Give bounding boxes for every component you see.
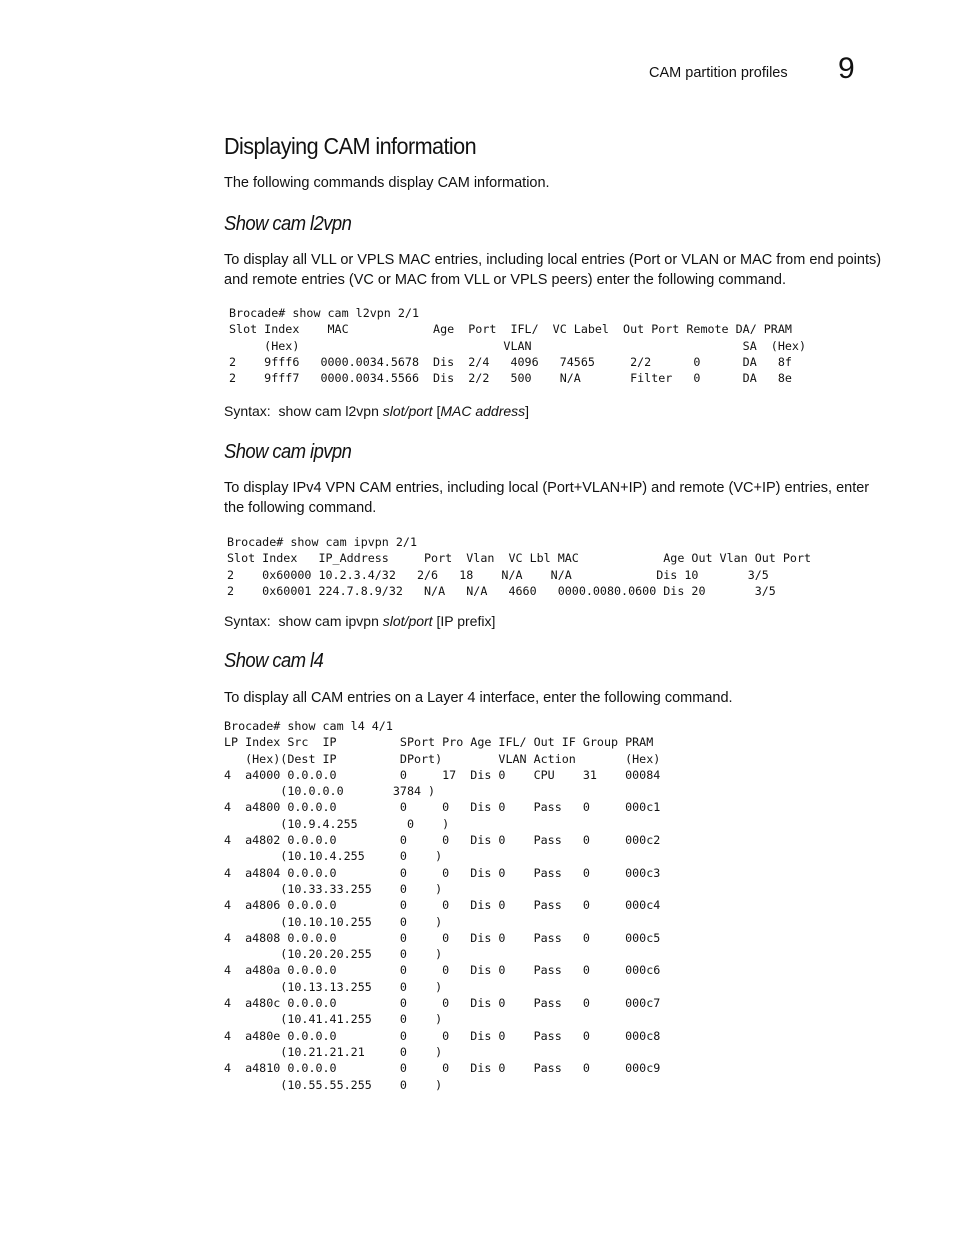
syntax-bracket-open: [: [436, 403, 441, 419]
syntax-bracket-close: ]: [525, 403, 530, 419]
section-description-l2vpn: To display all VLL or VPLS MAC entries, including local entries (Port or VLAN or MAC from end points) and remote entries (VC or MAC from VLL or VPLS peers) enter the following command.: [224, 252, 882, 288]
section-description-ipvpn: To display IPv4 VPN CAM entries, including local (Port+VLAN+IP) and remote (VC+IP) entries, enter the following command.: [224, 480, 870, 516]
syntax-label: Syntax:: [224, 403, 271, 419]
section-heading-ipvpn: Show cam ipvpn: [224, 441, 352, 463]
code-block-l2vpn: Brocade# show cam l2vpn 2/1 Slot Index MAC Age Port IFL/ VC Label Out Port Remote DA/ PRAM (Hex) VLAN SA (Hex) 2 9fff6 0000.0034.5678 Dis 2/4 4096 74565 2/2 0 DA 8f 2 9fff7 0000.0034.5566 Dis 2/2 500 N/A Filter 0 DA 8e: [229, 306, 806, 386]
syntax-line-l2vpn: [224, 403, 529, 419]
code-block-ipvpn: Brocade# show cam ipvpn 2/1 Slot Index IP_Address Port Vlan VC Lbl MAC Age Out Vlan Out Port 2 0x60000 10.2.3.4/32 2/6 18 N/A N/A Dis 10 3/5 2 0x60001 224.7.8.9/32 N/A N/A 4660 0000.0080.0600 Dis 20 3/5: [227, 535, 812, 598]
syntax-line-ipvpn: [224, 613, 495, 629]
chapter-number: 9: [838, 52, 855, 85]
syntax-argument: slot/port: [382, 613, 433, 629]
page-title: Displaying CAM information: [224, 133, 477, 159]
running-header-title: CAM partition profiles: [649, 65, 788, 81]
syntax-label: Syntax:: [224, 613, 271, 629]
section-heading-l4: Show cam l4: [224, 650, 324, 672]
syntax-optional-argument: MAC address: [440, 403, 526, 419]
syntax-command: show cam ipvpn: [278, 613, 379, 629]
code-block-l4: Brocade# show cam l4 4/1 LP Index Src IP SPort Pro Age IFL/ Out IF Group PRAM (Hex)(Dest IP DPort) VLAN Action (Hex) 4 a4000 0.0.0.0 0 17 Dis 0 CPU 31 00084 (10.0.0.0 3784 ) 4 a4800 0.0.0.0 0 0 Dis 0 Pass 0 000c1 (10.9.4.255 0 ) 4 a4802 0.0.0.0 0 0 Dis 0 Pass 0 000c2 (10.10.4.255 0 ) 4 a4804 0.0.0.0 0 0 Dis 0 Pass 0 000c3 (10.33.33.255 0 ) 4 a4806 0.0.0.0 0 0 Dis 0 Pass 0 000c4 (10.10.10.255 0 ) 4 a4808 0.0.0.0 0 0 Dis 0 Pass 0 000c5 (10.20.20.255 0 ) 4 a480a 0.0.0.0 0 0 Dis 0 Pass 0 000c6 (10.13.13.255 0 ) 4 a480c 0.0.0.0 0 0 Dis 0 Pass 0 000c7 (10.41.41.255 0 ) 4 a480e 0.0.0.0 0 0 Dis 0 Pass 0 000c8 (10.21.21.21 0 ) 4 a4810 0.0.0.0 0 0 Dis 0 Pass 0 000c9 (10.55.55.255 0 ): [224, 719, 661, 1092]
intro-paragraph: The following commands display CAM information.: [224, 175, 550, 191]
syntax-argument: slot/port: [382, 403, 433, 419]
section-description-l4: To display all CAM entries on a Layer 4 interface, enter the following command.: [224, 690, 733, 706]
syntax-command: show cam l2vpn: [278, 403, 379, 419]
section-heading-l2vpn: Show cam l2vpn: [224, 213, 352, 235]
syntax-optional-argument: [IP prefix]: [436, 613, 496, 629]
